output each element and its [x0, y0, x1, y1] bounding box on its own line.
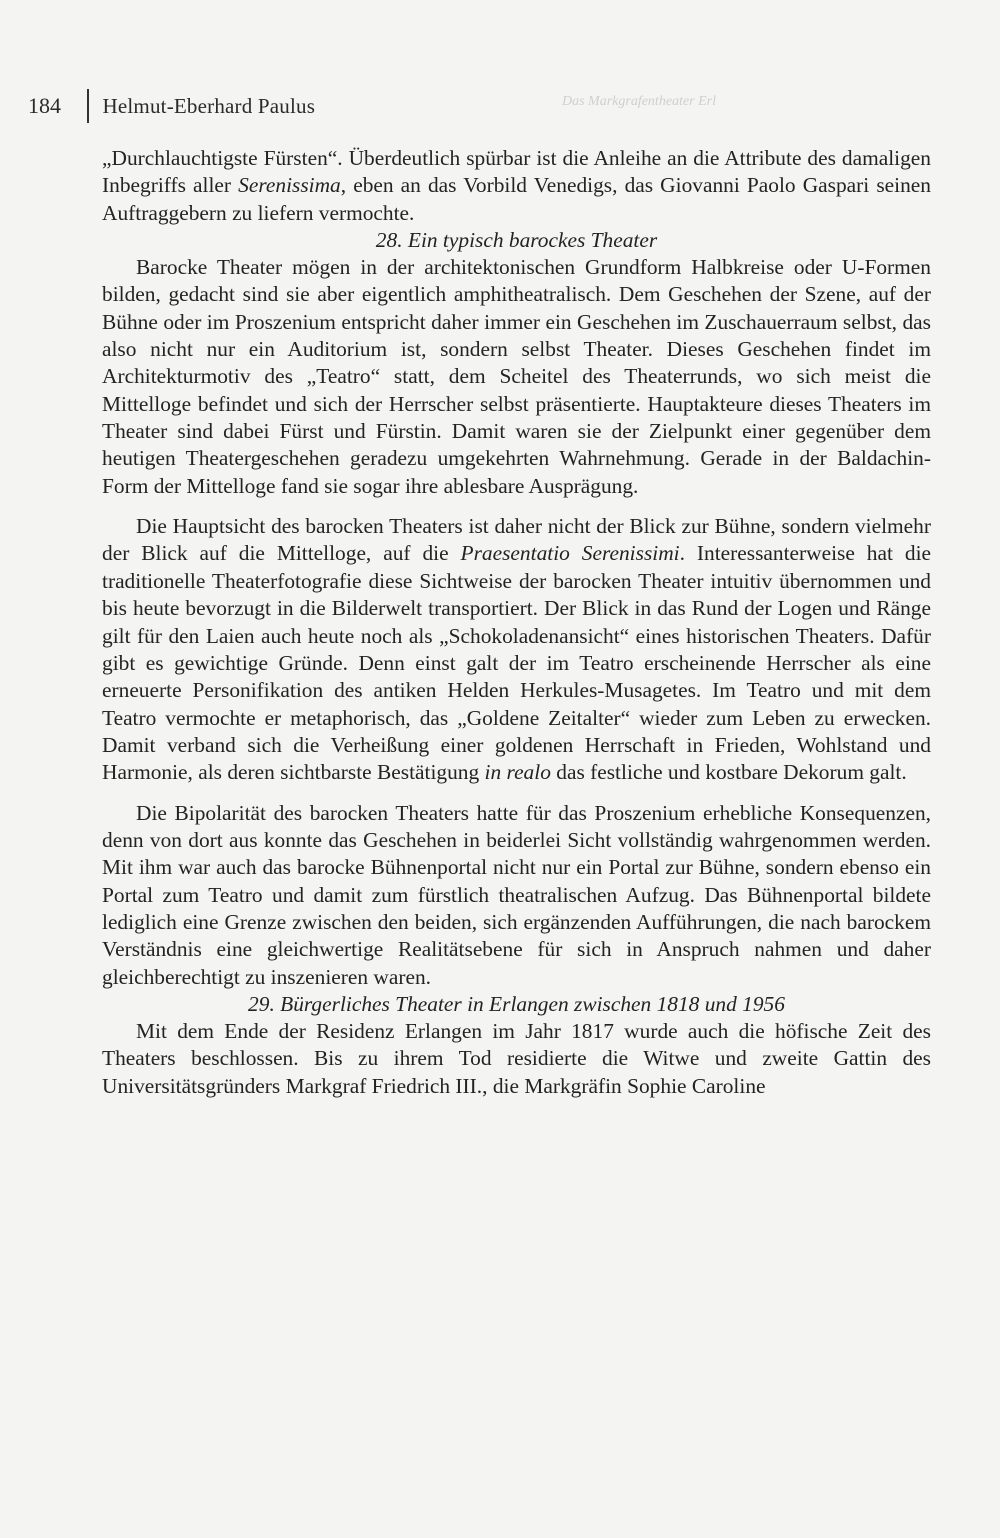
text-run: , eben an das Vorbild Venedigs, das Giovanni Paolo Gaspari seinen Auftraggebern zu liefern vermochte. [102, 173, 931, 225]
paragraph: Barocke Theater mögen in der architektonischen Grundform Halbkreise oder U-Formen bilden, gedacht sind sie aber eigentlich amphitheatralisch. Dem Geschehen der Szene, auf der Bühne oder im Proszenium entspricht daher immer ein Geschehen im Zuschauerraum selbst, das also nicht nur ein Auditorium ist, sondern selbst Theater. Dieses Geschehen findet im Architekturmotiv des „Teatro“ statt, dem Scheitel des Theaterrunds, wo sich meist die Mittelloge befindet und sich der Herrscher selbst präsentierte. Hauptakteure dieses Theaters im Theater sind dabei Fürst und Fürstin. Damit waren sie der Zielpunkt einer gegenüber dem heutigen Theatergeschehen geradezu umgekehrten Wahrnehmung. Gerade in der Baldachin-Form der Mittelloge fand sie sogar ihre ablesbare Ausprägung. [102, 255, 931, 498]
text-run: Die Hauptsicht des barocken Theaters ist daher nicht der Blick zur Bühne, sondern vielmehr der Blick auf die Mittelloge, auf die [102, 514, 931, 566]
section-heading-29: 29. Bürgerliches Theater in Erlangen zwischen 1818 und 1956 [248, 991, 785, 1016]
header-divider [87, 89, 89, 123]
running-head [28, 86, 315, 126]
emphasis-praesentatio: Praesentatio Serenissimi [460, 541, 680, 566]
body-text [102, 145, 931, 1100]
paragraph: Die Bipolarität des barocken Theaters hatte für das Proszenium erhebliche Konsequenzen, denn von dort aus konnte das Geschehen in beiderlei Sicht vollständig wahrgenommen werden. Mit ihm war auch das barocke Bühnenportal nicht nur ein Portal zur Bühne, sondern ebenso ein Portal zum Teatro und damit zum fürstlich theatralischen Aufzug. Das Bühnenportal bildete lediglich eine Grenze zwischen den beiden, sich ergänzenden Aufführungen, die nach barockem Verständnis eine gleichwertige Realitätsebene für sich in Anspruch nahmen und daher gleichberechtigt zu inszenieren waren. [102, 800, 931, 989]
paragraph-continued [102, 145, 931, 227]
bleed-through-text: Das Markgrafentheater Erl [562, 94, 716, 109]
page-number: 184 [28, 93, 61, 118]
paragraph [102, 513, 931, 786]
text-run: „Durchlauchtigste Fürsten“. Überdeutlich spürbar ist die Anleihe an die Attribute des damaligen Inbegriffs aller [102, 146, 931, 198]
text-run: . Interessanterweise hat die traditionelle Theaterfotografie diese Sichtweise der barocken Theater intuitiv übernommen und bis heute bevorzugt in die Bilderwelt transportiert. Der Blick in das Rund der Logen und Ränge gilt für den Laien auch heute noch als „Schokoladenansicht“ eines historischen Theaters. Dafür gibt es gewichtige Gründe. Denn einst galt der im Teatro erscheinende Herrscher als eine erneuerte Personifikation des antiken Helden Herkules-Musagetes. Im Teatro und mit dem Teatro vermochte er metaphorisch, das „Goldene Zeitalter“ wieder zum Leben zu erwecken. Damit verband sich die Verheißung einer goldenen Herrschaft in Frieden, Wohlstand und Harmonie, als deren sichtbarste Bestätigung [102, 541, 932, 785]
paragraph: Mit dem Ende der Residenz Erlangen im Jahr 1817 wurde auch die höfische Zeit des Theaters beschlossen. Bis zu ihrem Tod residierte die Witwe und zweite Gattin des Universitätsgründers Markgraf Friedrich III., die Markgräfin Sophie Caroline [102, 1018, 931, 1098]
section-heading-28: 28. Ein typisch barockes Theater [375, 228, 658, 253]
emphasis-serenissima: Serenissima [238, 173, 341, 198]
text-run: das festliche und kostbare Dekorum galt. [550, 760, 907, 785]
emphasis-in-realo: in realo [484, 760, 551, 785]
author-name: Helmut-Eberhard Paulus [102, 93, 316, 118]
